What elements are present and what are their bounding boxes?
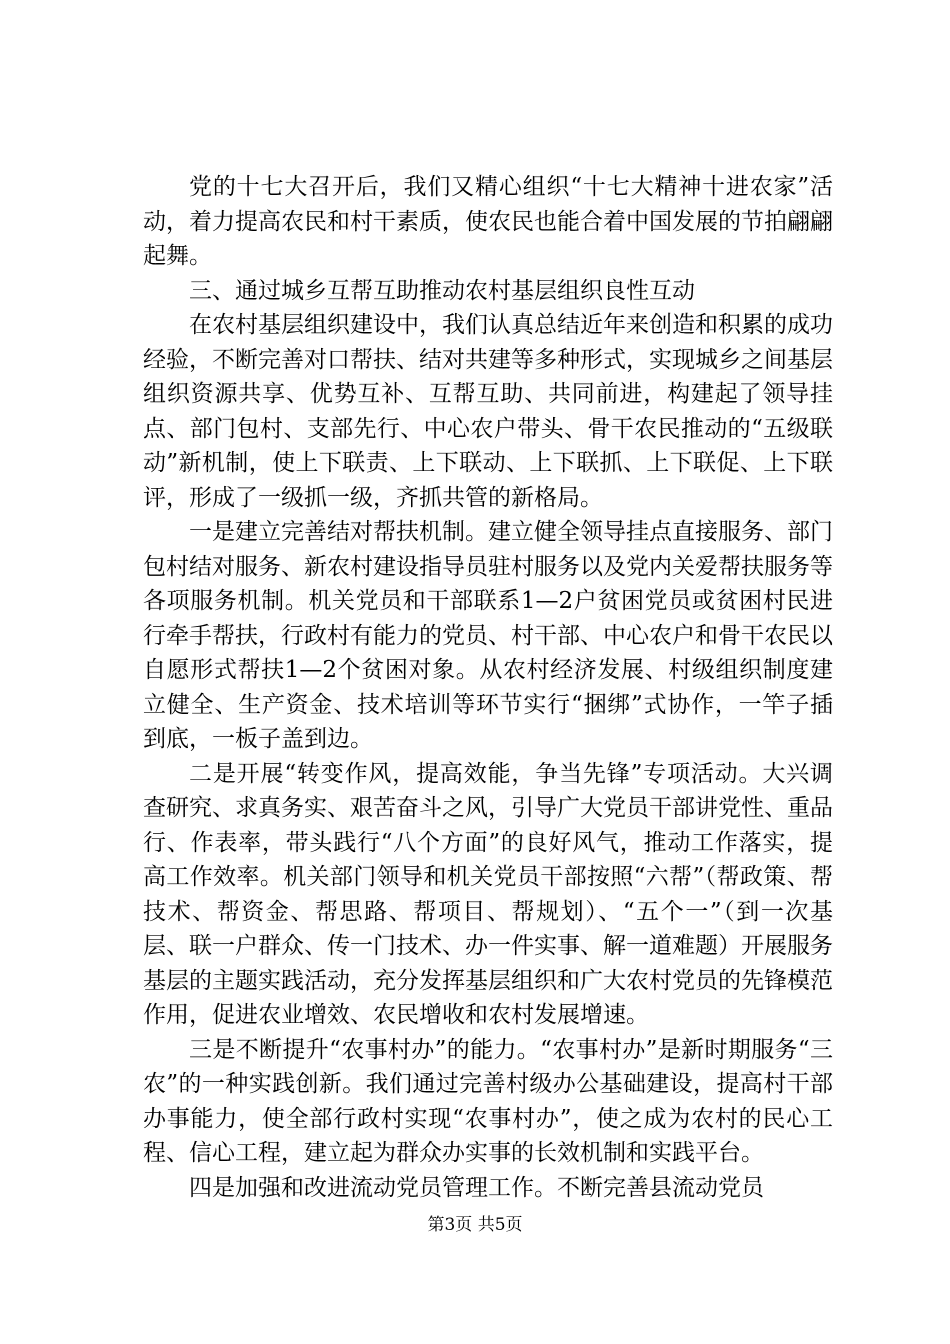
section-heading: 三、通过城乡互帮互助推动农村基层组织良性互动 [189, 277, 695, 304]
paragraph: 党的十七大召开后，我们又精心组织“十七大精神十进农家”活动，着力提高农民和村干素质，使农民也能合着中国发展的节拍翩翩起舞。 [143, 174, 833, 269]
page-number-footer: 第3页 共5页 [427, 1215, 523, 1235]
paragraph: 二是开展“转变作风，提高效能，争当先锋”专项活动。大兴调查研究、求真务实、艰苦奋斗之风，引导广大党员干部讲党性、重品行、作表率，带头践行“八个方面”的良好风气，推动工作落实，提高工作效率。机关部门领导和机关党员干部按照“六帮”（帮政策、帮技术、帮资金、帮思路、帮项目、帮规划）、“五个一”（到一次基层、联一户群众、传一门技术、办一件实事、解一道难题）开展服务基层的主题实践活动，充分发挥基层组织和广大农村党员的先锋模范作用，促进农业增效、农民增收和农村发展增速。 [143, 760, 833, 1028]
body-text [143, 170, 833, 1205]
paragraph: 三是不断提升“农事村办”的能力。“农事村办”是新时期服务“三农”的一种实践创新。我们通过完善村级办公基础建设，提高村干部办事能力，使全部行政村实现“农事村办”，使之成为农村的民心工程、信心工程，建立起为群众办实事的长效机制和实践平台。 [143, 1036, 833, 1166]
paragraph: 一是建立完善结对帮扶机制。建立健全领导挂点直接服务、部门包村结对服务、新农村建设指导员驻村服务以及党内关爱帮扶服务等各项服务机制。机关党员和干部联系1—2户贫困党员或贫困村民进行牵手帮扶，行政村有能力的党员、村干部、中心农户和骨干农民以自愿形式帮扶1—2个贫困对象。从农村经济发展、村级组织制度建立健全、生产资金、技术培训等环节实行“捆绑”式协作，一竿子插到底，一板子盖到边。 [143, 519, 833, 752]
paragraph: 四是加强和改进流动党员管理工作。不断完善县流动党员 [189, 1174, 764, 1201]
paragraph: 在农村基层组织建设中，我们认真总结近年来创造和积累的成功经验，不断完善对口帮扶、结对共建等多种形式，实现城乡之间基层组织资源共享、优势互补、互帮互助、共同前进，构建起了领导挂点、部门包村、支部先行、中心农户带头、骨干农民推动的“五级联动”新机制，使上下联责、上下联动、上下联抓、上下联促、上下联评，形成了一级抓一级，齐抓共管的新格局。 [143, 312, 833, 511]
